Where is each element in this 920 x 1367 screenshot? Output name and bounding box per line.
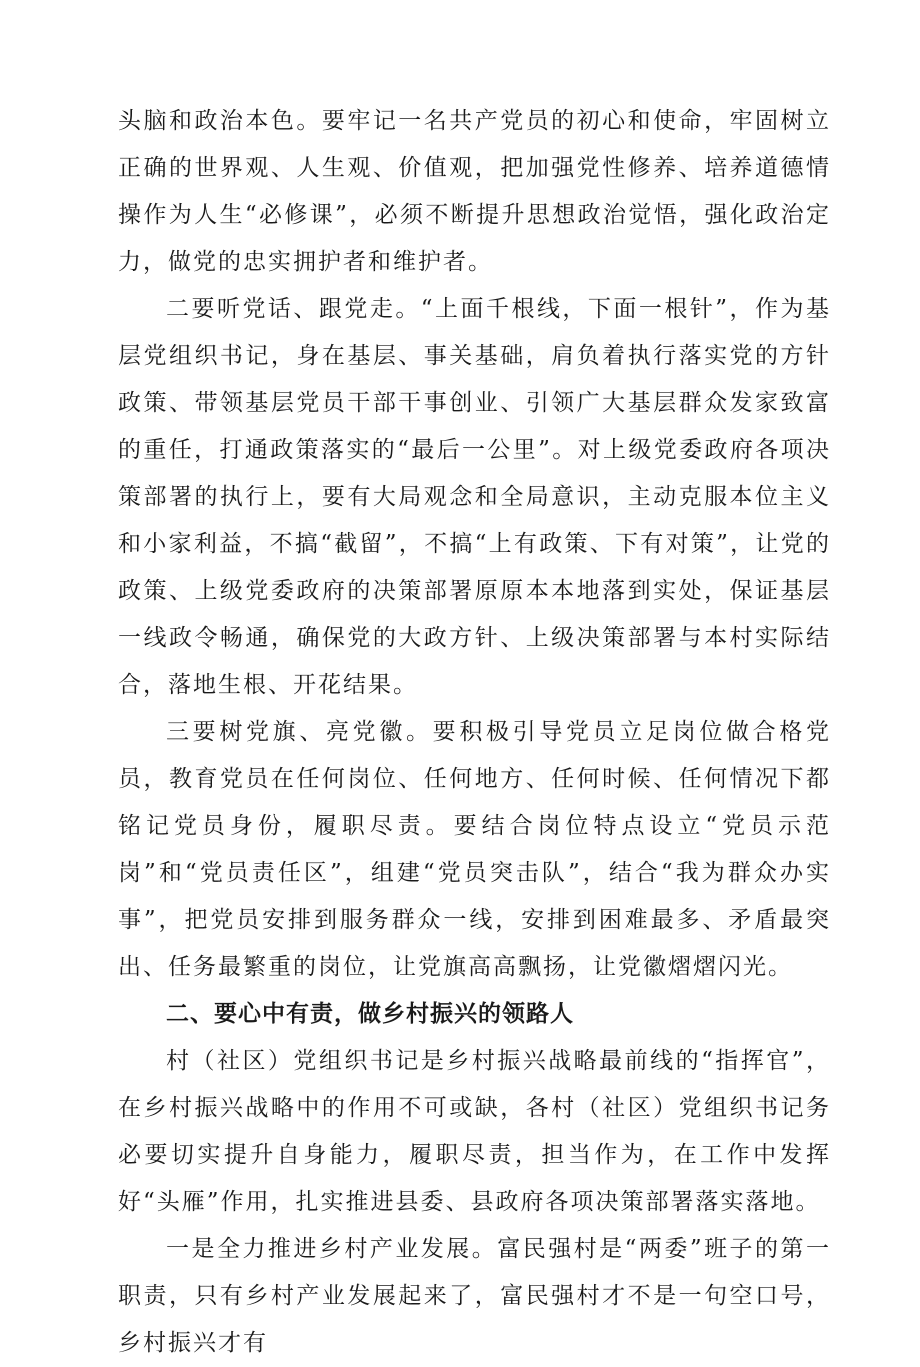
section-heading: 二、要心中有责，做乡村振兴的领路人 bbox=[166, 1001, 574, 1027]
paragraph-industry-development: 一是全力推进乡村产业发展。富民强村是“两委”班子的第一职责，只有乡村产业发展起来了，富民强村才不是一句空口号，乡村振兴才有 bbox=[118, 1236, 831, 1356]
paragraph-party-flag: 三要树党旗、亮党徽。要积极引导党员立足岗位做合格党员，教育党员在任何岗位、任何地方、任何时候、任何情况下都铭记党员身份，履职尽责。要结合岗位特点设立“党员示范岗”和“党员责任区”，组建“党员突击队”，结合“我为群众办实事”，把党员安排到服务群众一线，安排到困难最多、矛盾最突出、任务最繁重的岗位，让党旗高高飘扬，让党徽熠熠闪光。 bbox=[118, 719, 831, 980]
document-page bbox=[118, 98, 831, 1367]
paragraph-continuation: 头脑和政治本色。要牢记一名共产党员的初心和使命，牢固树立正确的世界观、人生观、价值观，把加强党性修养、培养道德情操作为人生“必修课”，必须不断提升思想政治觉悟，强化政治定力，做党的忠实拥护者和维护者。 bbox=[118, 108, 831, 275]
paragraph-listen-to-party: 二要听党话、跟党走。“上面千根线，下面一根针”，作为基层党组织书记，身在基层、事关基础，肩负着执行落实党的方针政策、带领基层党员干部干事创业、引领广大基层群众发家致富的重任，打通政策落实的“最后一公里”。对上级党委政府各项决策部署的执行上，要有大局观念和全局意识，主动克服本位主义和小家利益，不搞“截留”，不搞“上有政策、下有对策”，让党的政策、上级党委政府的决策部署原原本本地落到实处，保证基层一线政令畅通，确保党的大政方针、上级决策部署与本村实际结合，落地生根、开花结果。 bbox=[118, 296, 831, 698]
paragraph-village-secretary: 村（社区）党组织书记是乡村振兴战略最前线的“指挥官”，在乡村振兴战略中的作用不可或缺，各村（社区）党组织书记务必要切实提升自身能力，履职尽责，担当作为，在工作中发挥好“头雁”作用，扎实推进县委、县政府各项决策部署落实落地。 bbox=[118, 1048, 831, 1215]
